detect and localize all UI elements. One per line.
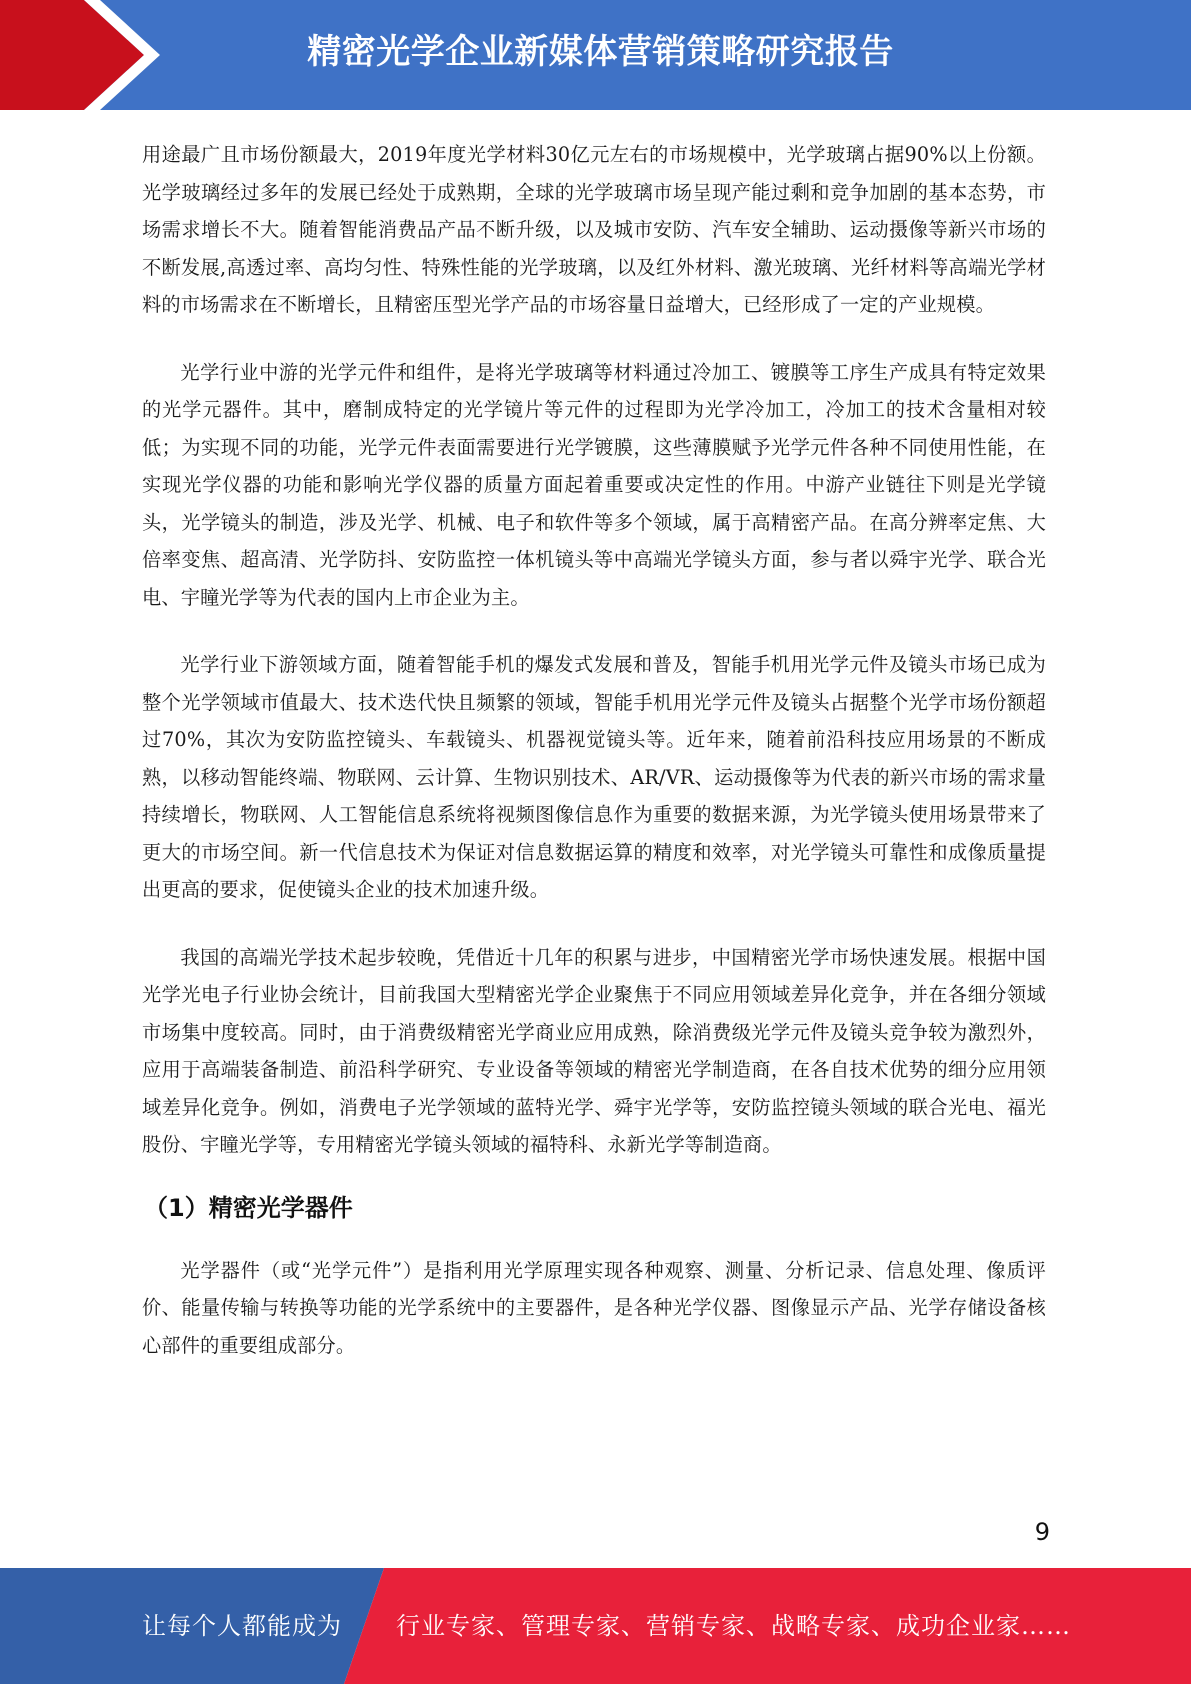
paragraph-midstream: 光学行业中游的光学元件和组件，是将光学玻璃等材料通过冷加工、镀膜等工序生产成具有特定效果的光学元器件。其中，磨制成特定的光学镜片等元件的过程即为光学冷加工，冷加工的技术含量相对较低；为实现不同的功能，光学元件表面需要进行光学镀膜，这些薄膜赋予光学元件各种不同使用性能，在实现光学仪器的功能和影响光学仪器的质量方面起着重要或决定性的作用。中游产业链往下则是光学镜头，光学镜头的制造，涉及光学、机械、电子和软件等多个领域，属于高精密产品。在高分辨率定焦、大倍率变焦、超高清、光学防抖、安防监控一体机镜头等中高端光学镜头方面，参与者以舜宇光学、联合光电、宇瞳光学等为代表的国内上市企业为主。 [142,360,1046,609]
paragraph-domestic-market: 我国的高端光学技术起步较晚，凭借近十几年的积累与进步，中国精密光学市场快速发展。根据中国光学光电子行业协会统计，目前我国大型精密光学企业聚焦于不同应用领域差异化竞争，并在各细分领域市场集中度较高。同时，由于消费级精密光学商业应用成熟，除消费级光学元件及镜头竞争较为激烈外，应用于高端装备制造、前沿科学研究、专业设备等领域的精密光学制造商，在各自技术优势的细分应用领域差异化竞争。例如，消费电子光学领域的蓝特光学、舜宇光学等，安防监控镜头领域的联合光电、福光股份、宇瞳光学等，专用精密光学镜头领域的福特科、永新光学等制造商。 [142,945,1046,1156]
paragraph-materials: 用途最广且市场份额最大，2019年度光学材料30亿元左右的市场规模中，光学玻璃占据90%以上份额。光学玻璃经过多年的发展已经处于成熟期，全球的光学玻璃市场呈现产能过剩和竞争加剧的基本态势，市场需求增长不大。随着智能消费品产品不断升级，以及城市安防、汽车安全辅助、运动摄像等新兴市场的不断发展,高透过率、高均匀性、特殊性能的光学玻璃，以及红外材料、激光玻璃、光纤材料等高端光学材料的市场需求在不断增长，且精密压型光学产品的市场容量日益增大，已经形成了一定的产业规模。 [142,143,1046,316]
page-number: 9 [1034,1518,1050,1546]
page-footer [0,1568,1191,1684]
footer-slogan-right: 行业专家、管理专家、营销专家、战略专家、成功企业家…… [396,1612,1071,1640]
paragraph-downstream: 光学行业下游领域方面，随着智能手机的爆发式发展和普及，智能手机用光学元件及镜头市场已成为整个光学领域市值最大、技术迭代快且频繁的领域，智能手机用光学元件及镜头占据整个光学市场份额超过70%，其次为安防监控镜头、车载镜头、机器视觉镜头等。近年来，随着前沿科技应用场景的不断成熟，以移动智能终端、物联网、云计算、生物识别技术、AR/VR、运动摄像等为代表的新兴市场的需求量持续增长，物联网、人工智能信息系统将视频图像信息作为重要的数据来源，为光学镜头使用场景带来了更大的市场空间。新一代信息技术为保证对信息数据运算的精度和效率，对光学镜头可靠性和成像质量提出更高的要求，促使镜头企业的技术加速升级。 [142,653,1046,901]
page-header [0,0,1191,110]
report-title: 精密光学企业新媒体营销策略研究报告 [307,32,894,72]
page-body [142,136,1046,1364]
paragraph-optical-devices: 光学器件（或“光学元件”）是指利用光学原理实现各种观察、测量、分析记录、信息处理、像质评价、能量传输与转换等功能的光学系统中的主要器件，是各种光学仪器、图像显示产品、光学存储设备核心部件的重要组成部分。 [142,1258,1046,1357]
footer-slogan-left: 让每个人都能成为 [142,1612,342,1640]
section-heading: （1）精密光学器件 [144,1193,353,1222]
